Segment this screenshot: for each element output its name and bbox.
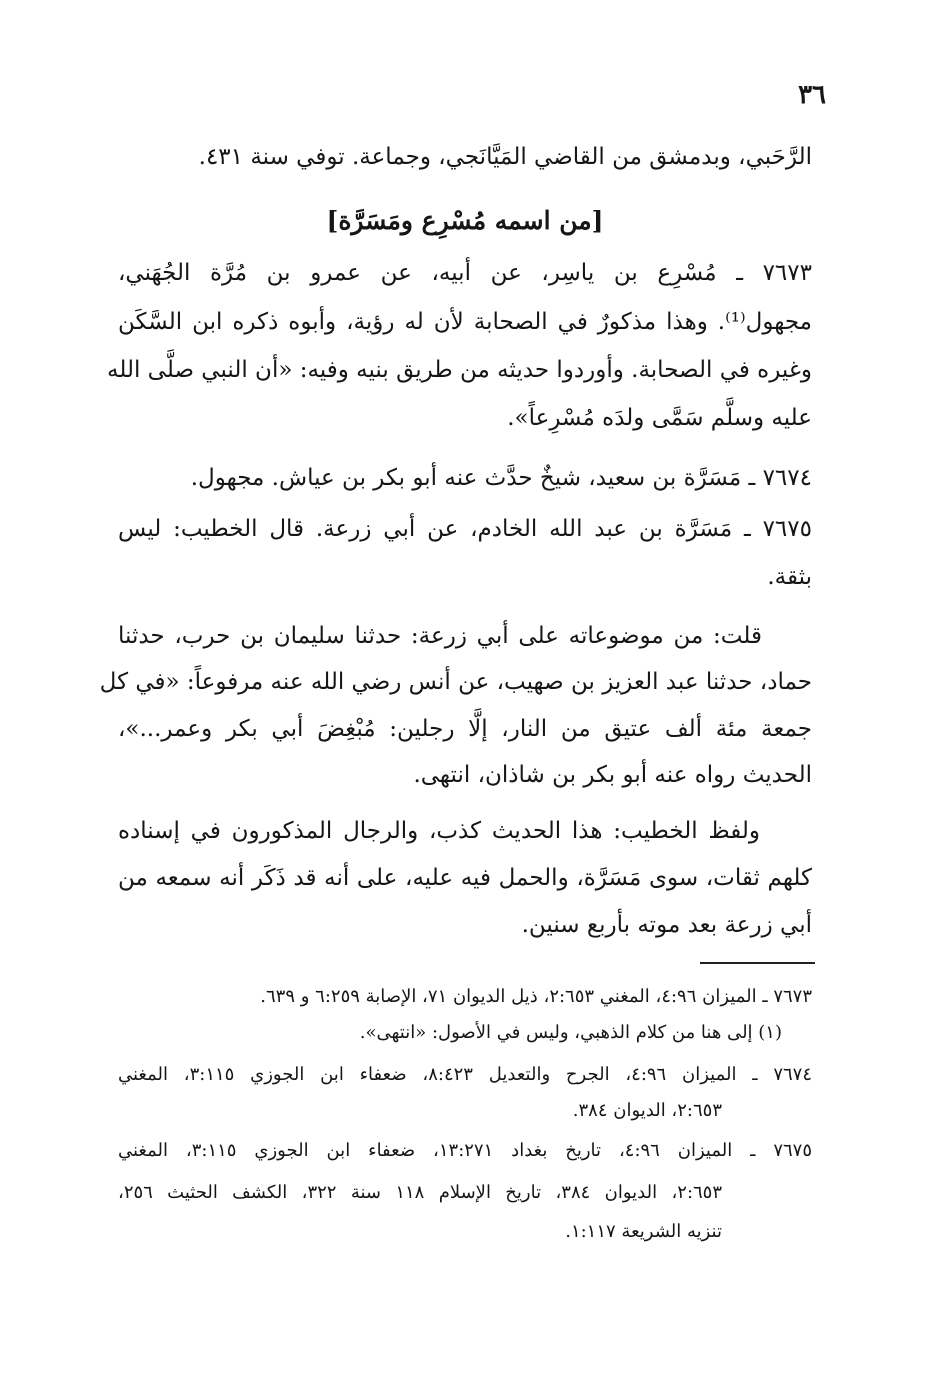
footnote-line: (١) إلى هنا من كلام الذهبي، وليس في الأصول: «انتهى».	[359, 1022, 782, 1043]
comment-line: جمعة مئة ألف عتيق من النار، إلَّا رجلين: مُبْغِضَ أبي بكر وعمر...»،	[118, 716, 812, 742]
entry-7674-line: ٧٦٧٤ ـ مَسَرَّة بن سعيد، شيخٌ حدَّث عنه أبو بكر بن عياش. مجهول.	[190, 465, 812, 491]
footnote-line: ٢:٦٥٣، الديوان ٣٨٤.	[572, 1100, 722, 1121]
section-heading: [من اسمه مُسْرِع ومَسَرَّة]	[326, 206, 604, 235]
comment-line: كلهم ثقات، سوى مَسَرَّة، والحمل فيه عليه، على أنه قد ذَكَر أنه سمعه من	[118, 865, 812, 891]
footnote-line: ٧٦٧٣ ـ الميزان ٤:٩٦، المغني ٢:٦٥٣، ذيل الديوان ٧١، الإصابة ٦:٢٥٩ و ٦٣٩.	[260, 986, 812, 1007]
entry-7673-line: ٧٦٧٣ ـ مُسْرِع بن ياسِر، عن أبيه، عن عمرو بن مُرَّة الجُهَني،	[118, 260, 812, 286]
entry-7673-line: وغيره في الصحابة. وأوردوا حديثه من طريق بنيه وفيه: «أن النبي صلَّى الله	[107, 357, 812, 383]
footnote-divider	[700, 962, 815, 964]
entry-7673-line: مجهول⁽¹⁾. وهذا مذكورٌ في الصحابة لأن له رؤية، وأبوه ذكره ابن السَّكَن	[118, 309, 812, 335]
comment-line: قلت: من موضوعاته على أبي زرعة: حدثنا سليمان بن حرب، حدثنا	[118, 623, 762, 649]
entry-7673-line: عليه وسلَّم سَمَّى ولدَه مُسْرِعاً».	[507, 405, 812, 431]
comment-line: أبي زرعة بعد موته بأربع سنين.	[521, 912, 812, 938]
footnote-line: تنزيه الشريعة ١:١١٧.	[565, 1221, 722, 1242]
comment-line: الحديث رواه عنه أبو بكر بن شاذان، انتهى.	[413, 762, 812, 788]
entry-7675-line: بثقة.	[767, 564, 812, 590]
body-line: الرَّحَبي، وبدمشق من القاضي المَيَّانَجي، وجماعة. توفي سنة ٤٣١.	[198, 144, 812, 170]
footnote-line: ٧٦٧٥ ـ الميزان ٤:٩٦، تاريخ بغداد ١٣:٢٧١، ضعفاء ابن الجوزي ٣:١١٥، المغني	[118, 1140, 813, 1161]
comment-line: ولفظ الخطيب: هذا الحديث كذب، والرجال المذكورون في إسناده	[118, 818, 760, 844]
entry-7675-line: ٧٦٧٥ ـ مَسَرَّة بن عبد الله الخادم، عن أبي زرعة. قال الخطيب: ليس	[118, 516, 812, 542]
page-number: ٣٦	[798, 80, 826, 110]
footnote-line: ٢:٦٥٣، الديوان ٣٨٤، تاريخ الإسلام ١١٨ سنة ٣٢٢، الكشف الحثيث ٢٥٦،	[118, 1182, 723, 1203]
footnote-line: ٧٦٧٤ ـ الميزان ٤:٩٦، الجرح والتعديل ٨:٤٢٣، ضعفاء ابن الجوزي ٣:١١٥، المغني	[118, 1064, 812, 1085]
comment-line: حماد، حدثنا عبد العزيز بن صهيب، عن أنس رضي الله عنه مرفوعاً: «في كل	[99, 669, 812, 695]
